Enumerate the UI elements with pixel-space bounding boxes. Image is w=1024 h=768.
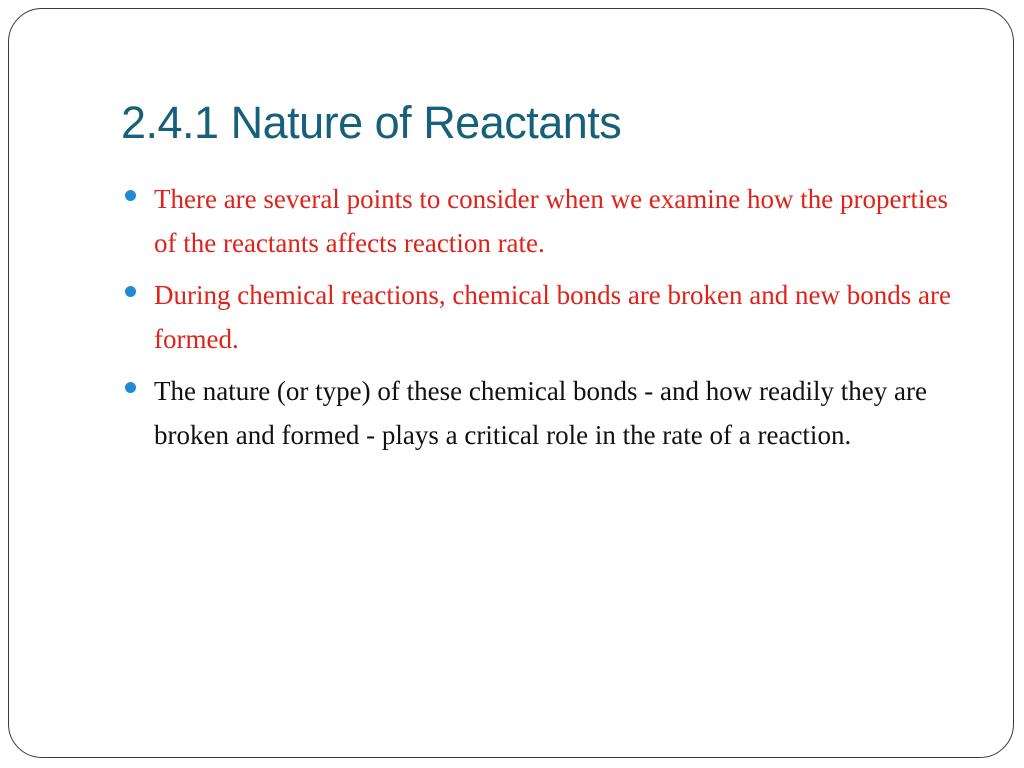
bullet-dot-icon — [125, 382, 136, 393]
bullet-item — [121, 369, 961, 457]
bullet-item — [121, 273, 961, 361]
slide-title: 2.4.1 Nature of Reactants — [121, 97, 622, 148]
bullet-text: The nature (or type) of these chemical bonds - and how readily they are broken and formed - plays a critical role in the rate of a reaction. — [154, 376, 927, 450]
bullet-list — [121, 177, 961, 465]
bullet-item — [121, 177, 961, 265]
bullet-dot-icon — [125, 286, 136, 297]
bullet-dot-icon — [125, 190, 136, 201]
bullet-text: There are several points to consider when we examine how the properties of the reactants affects reaction rate. — [154, 184, 948, 258]
slide-frame — [8, 8, 1014, 758]
bullet-text: During chemical reactions, chemical bonds are broken and new bonds are formed. — [154, 280, 951, 354]
